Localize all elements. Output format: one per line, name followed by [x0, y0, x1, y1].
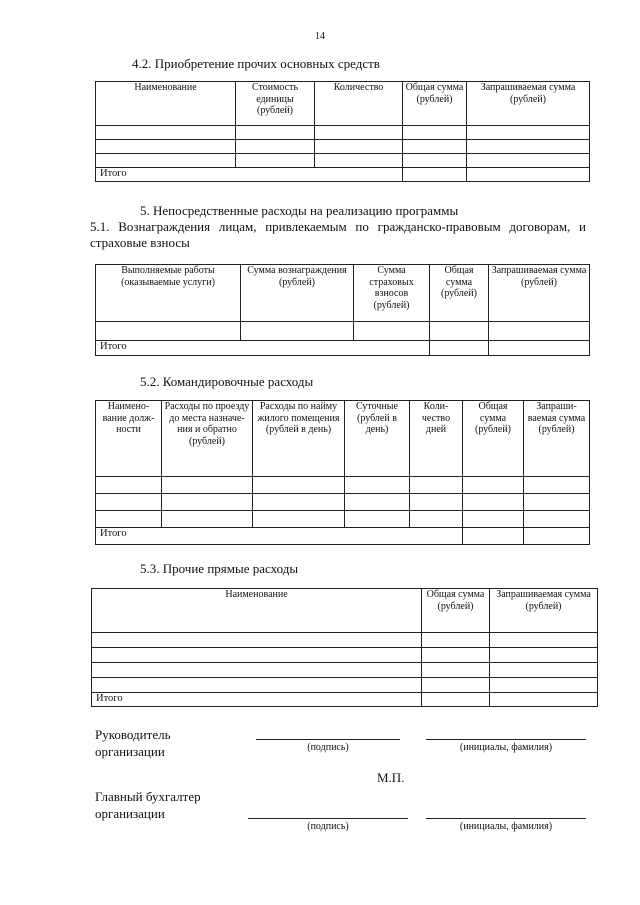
table-5-1	[95, 264, 590, 356]
header-cell: Наименование	[92, 589, 422, 633]
total-label: Итого	[96, 168, 403, 182]
header-cell: Запраши-ваемая сумма (рублей)	[524, 401, 590, 477]
head-signature-line	[256, 739, 400, 740]
header-cell: Запрашиваемая сумма (рублей)	[490, 589, 598, 633]
total-label: Итого	[96, 528, 463, 545]
header-cell: Общая сумма (рублей)	[422, 589, 490, 633]
header-cell: Расходы по найму жилого помещения (рублей в день)	[253, 401, 345, 477]
table-5-2	[95, 400, 590, 545]
section-4-2-heading: 4.2. Приобретение прочих основных средств	[132, 56, 380, 71]
table-row	[92, 648, 598, 663]
section-5-heading: 5. Непосредственные расходы на реализацию программы	[140, 203, 459, 218]
signature-caption: (подпись)	[307, 821, 349, 832]
header-cell: Общая сумма (рублей)	[403, 82, 467, 126]
accountant-label-line1: Главный бухгалтер	[95, 789, 201, 804]
accountant-signature-line	[248, 818, 408, 819]
table-row	[96, 477, 590, 494]
table-row	[96, 494, 590, 511]
table-row	[92, 633, 598, 648]
page-number: 14	[315, 31, 325, 42]
header-cell: Количество	[315, 82, 403, 126]
header-cell: Суточные (рублей в день)	[345, 401, 410, 477]
table-row	[96, 322, 590, 341]
header-cell: Общая сумма (рублей)	[430, 265, 489, 322]
head-label-line2: организации	[95, 744, 165, 759]
header-cell: Расходы по проезду до места назначе-ния и обратно (рублей)	[162, 401, 253, 477]
table-row	[96, 126, 590, 140]
table-5-3	[91, 588, 598, 707]
head-label-line1: Руководитель	[95, 727, 171, 742]
total-label: Итого	[92, 693, 422, 707]
total-row	[96, 528, 590, 545]
header-cell: Сумма вознаграждения (рублей)	[241, 265, 354, 322]
signature-caption: (подпись)	[307, 742, 349, 753]
accountant-name-line	[426, 818, 586, 819]
header-cell: Стоимость единицы (рублей)	[236, 82, 315, 126]
name-caption: (инициалы, фамилия)	[459, 742, 553, 753]
table-4-2	[95, 81, 590, 182]
head-name-line	[426, 739, 586, 740]
total-row	[96, 168, 590, 182]
section-5-1-heading: 5.1. Вознаграждения лицам, привлекаемым по гражданско-правовым договорам, и страховые взносы	[90, 219, 586, 250]
table-row	[96, 511, 590, 528]
header-cell: Запрашиваемая сумма (рублей)	[489, 265, 590, 322]
header-cell: Запрашиваемая сумма (рублей)	[467, 82, 590, 126]
section-5-2-heading: 5.2. Командировочные расходы	[140, 374, 314, 389]
header-cell: Общая сумма (рублей)	[463, 401, 524, 477]
header-cell: Выполняемые работы (оказываемые услуги)	[96, 265, 241, 322]
accountant-label-line2: организации	[95, 806, 165, 821]
total-row	[92, 693, 598, 707]
section-5-3-heading: 5.3. Прочие прямые расходы	[140, 561, 299, 576]
header-cell: Наименование	[96, 82, 236, 126]
name-caption: (инициалы, фамилия)	[459, 821, 553, 832]
total-label: Итого	[96, 341, 430, 356]
table-row	[92, 678, 598, 693]
header-cell: Наимено-вание долж-ности	[96, 401, 162, 477]
table-row	[96, 140, 590, 154]
table-row	[96, 154, 590, 168]
total-row	[96, 341, 590, 356]
header-cell: Коли-чество дней	[410, 401, 463, 477]
table-row	[92, 663, 598, 678]
header-cell: Сумма страховых взносов (рублей)	[354, 265, 430, 322]
stamp-label: М.П.	[377, 770, 405, 785]
